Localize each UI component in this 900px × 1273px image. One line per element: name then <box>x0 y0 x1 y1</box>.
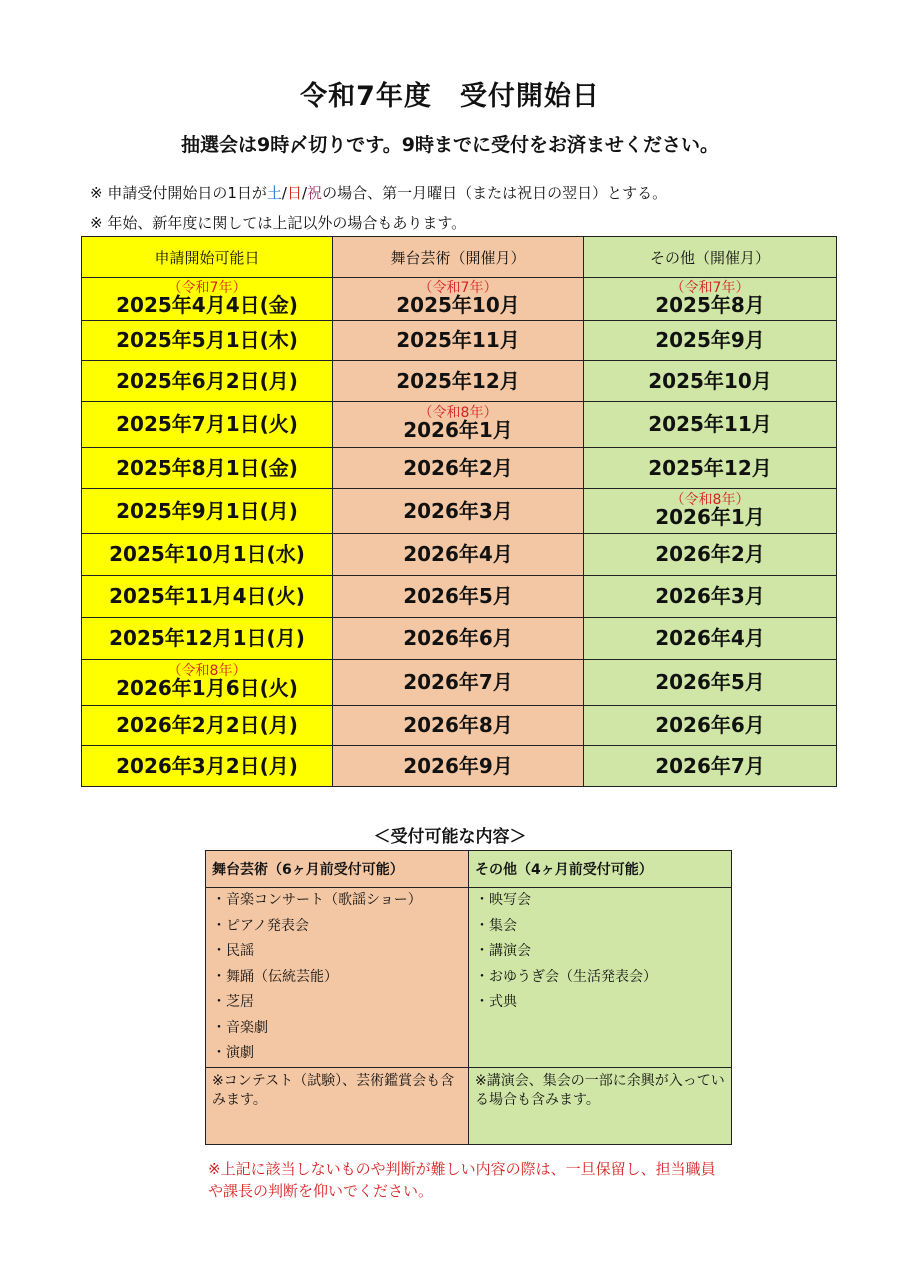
application-date-cell <box>82 618 333 660</box>
stage-arts-month-cell <box>333 746 584 787</box>
application-date-cell <box>82 402 333 448</box>
stage-arts-month-cell <box>333 618 584 660</box>
cell-value: 2026年6月 <box>403 626 513 650</box>
other-item: ・映写会 <box>475 892 531 908</box>
other-month-cell <box>584 576 837 618</box>
schedule-row <box>82 618 837 660</box>
contents-header-row <box>206 851 732 888</box>
schedule-row <box>82 361 837 402</box>
other-items <box>469 888 732 1068</box>
stage-arts-header: 舞台芸術（6ヶ月前受付可能） <box>206 851 469 888</box>
other-month-cell <box>584 402 837 448</box>
schedule-row <box>82 448 837 489</box>
stage-arts-items <box>206 888 469 1068</box>
other-month-cell <box>584 321 837 361</box>
header-other: その他（開催月） <box>584 237 837 278</box>
cell-value: 2025年8月 <box>655 292 765 317</box>
stage-arts-item: ・舞踊（伝統芸能） <box>212 968 338 985</box>
schedule-row <box>82 534 837 576</box>
holiday-mark: 祝 <box>307 184 323 202</box>
cell-value: 2026年4月 <box>655 626 765 650</box>
schedule-row <box>82 489 837 534</box>
application-date-cell <box>82 576 333 618</box>
other-header: その他（4ヶ月前受付可能） <box>469 851 732 888</box>
era-label: （令和7年） <box>167 279 247 296</box>
cell-value: 2025年11月4日(火) <box>109 584 305 608</box>
era-label: （令和8年） <box>418 405 498 421</box>
application-date-cell <box>82 489 333 534</box>
note-first-day-prefix: ※ 申請受付開始日の1日が <box>90 184 267 202</box>
cell-value: 2025年6月2日(月) <box>116 368 298 393</box>
application-date-cell <box>82 660 333 706</box>
saturday-mark: 土 <box>266 184 282 202</box>
stage-arts-month-cell <box>333 706 584 746</box>
stage-arts-item: ・音楽コンサート（歌謡ショー） <box>212 892 422 908</box>
other-note: ※講演会、集会の一部に余興が入っている場合も含みます。 <box>469 1067 732 1144</box>
era-label: （令和7年） <box>670 279 750 296</box>
stage-arts-month-cell <box>333 278 584 321</box>
other-month-cell <box>584 361 837 402</box>
stage-arts-month-cell <box>333 361 584 402</box>
cell-value: 2026年7月 <box>655 753 765 778</box>
cell-value: 2026年2月2日(月) <box>116 713 298 737</box>
schedule-row <box>82 576 837 618</box>
note-first-day <box>90 182 667 203</box>
application-date-cell <box>82 278 333 321</box>
cell-value: 2026年3月2日(月) <box>116 753 298 778</box>
stage-arts-month-cell <box>333 489 584 534</box>
schedule-row <box>82 278 837 321</box>
footer-warning: ※上記に該当しないものや判断が難しい内容の際は、一旦保留し、担当職員や課長の判断を仰いでください。 <box>208 1160 716 1200</box>
stage-arts-item: ・音楽劇 <box>212 1019 268 1036</box>
application-date-cell <box>82 534 333 576</box>
stage-arts-item: ・演劇 <box>212 1045 254 1061</box>
page-title: 令和7年度 受付開始日 <box>300 81 600 112</box>
cell-value: 2025年10月1日(水) <box>109 542 305 566</box>
cell-value: 2026年2月 <box>655 542 765 566</box>
cell-value: 2025年10月 <box>648 368 772 393</box>
cell-value: 2026年7月 <box>403 670 513 694</box>
schedule-row <box>82 706 837 746</box>
other-month-cell <box>584 278 837 321</box>
other-item: ・集会 <box>475 917 517 934</box>
schedule-row <box>82 402 837 448</box>
application-date-cell <box>82 746 333 787</box>
cell-value: 2026年4月 <box>403 542 513 566</box>
other-month-cell <box>584 618 837 660</box>
cell-value: 2026年2月 <box>403 455 513 480</box>
cell-value: 2025年8月1日(金) <box>116 455 298 480</box>
stage-arts-month-cell <box>333 448 584 489</box>
cell-value: 2026年5月 <box>655 670 765 694</box>
cell-value: 2025年4月4日(金) <box>116 292 298 317</box>
other-month-cell <box>584 660 837 706</box>
contents-title: ＜受付可能な内容＞ <box>373 827 527 847</box>
header-application-date: 申請開始可能日 <box>82 237 333 278</box>
cell-value: 2026年1月6日(火) <box>116 676 298 700</box>
header-stage-arts: 舞台芸術（開催月） <box>333 237 584 278</box>
cell-value: 2025年10月 <box>396 292 520 317</box>
stage-arts-item: ・民謡 <box>212 943 254 959</box>
other-month-cell <box>584 706 837 746</box>
cell-value: 2025年12月 <box>648 455 772 480</box>
other-item: ・式典 <box>475 994 517 1010</box>
cell-value: 2025年7月1日(火) <box>116 412 298 436</box>
cell-value: 2026年1月 <box>655 504 765 529</box>
era-label: （令和8年） <box>167 663 247 679</box>
schedule-row <box>82 660 837 706</box>
schedule-table <box>81 236 837 787</box>
other-month-cell <box>584 746 837 787</box>
cell-value: 2025年11月 <box>648 412 772 436</box>
contents-items-row <box>206 888 732 1068</box>
cell-value: 2025年9月1日(月) <box>116 498 298 523</box>
stage-arts-month-cell <box>333 660 584 706</box>
note-new-year: ※ 年始、新年度に関しては上記以外の場合もあります。 <box>90 214 467 232</box>
cell-value: 2026年1月 <box>403 418 513 442</box>
cell-value: 2025年9月 <box>655 328 765 352</box>
cell-value: 2026年3月 <box>655 584 765 608</box>
other-month-cell <box>584 489 837 534</box>
application-date-cell <box>82 321 333 361</box>
contents-table <box>205 850 732 1145</box>
other-item: ・おゆうぎ会（生活発表会） <box>475 968 657 985</box>
stage-arts-item: ・芝居 <box>212 994 254 1010</box>
note-first-day-suffix: の場合、第一月曜日（または祝日の翌日）とする。 <box>322 184 668 202</box>
application-date-cell <box>82 448 333 489</box>
era-label: （令和8年） <box>670 491 750 508</box>
stage-arts-month-cell <box>333 576 584 618</box>
application-date-cell <box>82 706 333 746</box>
cell-value: 2026年8月 <box>403 713 513 737</box>
schedule-header-row <box>82 237 837 278</box>
separator-2: / <box>301 184 308 202</box>
sunday-mark: 日 <box>286 184 302 202</box>
schedule-row <box>82 746 837 787</box>
cell-value: 2026年6月 <box>655 713 765 737</box>
cell-value: 2026年5月 <box>403 584 513 608</box>
other-item: ・講演会 <box>475 943 531 959</box>
other-month-cell <box>584 534 837 576</box>
cell-value: 2025年5月1日(木) <box>116 328 298 352</box>
cell-value: 2025年12月1日(月) <box>109 626 305 650</box>
cell-value: 2026年9月 <box>403 753 513 778</box>
application-date-cell <box>82 361 333 402</box>
page-subtitle: 抽選会は9時〆切りです。9時までに受付をお済ませください。 <box>181 134 719 156</box>
cell-value: 2025年12月 <box>396 368 520 393</box>
era-label: （令和7年） <box>418 279 498 296</box>
schedule-body <box>82 278 837 787</box>
stage-arts-note: ※コンテスト（試験）、芸術鑑賞会も含みます。 <box>206 1067 469 1144</box>
other-month-cell <box>584 448 837 489</box>
cell-value: 2026年3月 <box>403 498 513 523</box>
schedule-row <box>82 321 837 361</box>
separator-1: / <box>281 184 287 202</box>
stage-arts-item: ・ピアノ発表会 <box>212 917 309 934</box>
cell-value: 2025年11月 <box>396 328 520 352</box>
stage-arts-month-cell <box>333 321 584 361</box>
stage-arts-month-cell <box>333 402 584 448</box>
stage-arts-month-cell <box>333 534 584 576</box>
contents-note-row <box>206 1067 732 1144</box>
